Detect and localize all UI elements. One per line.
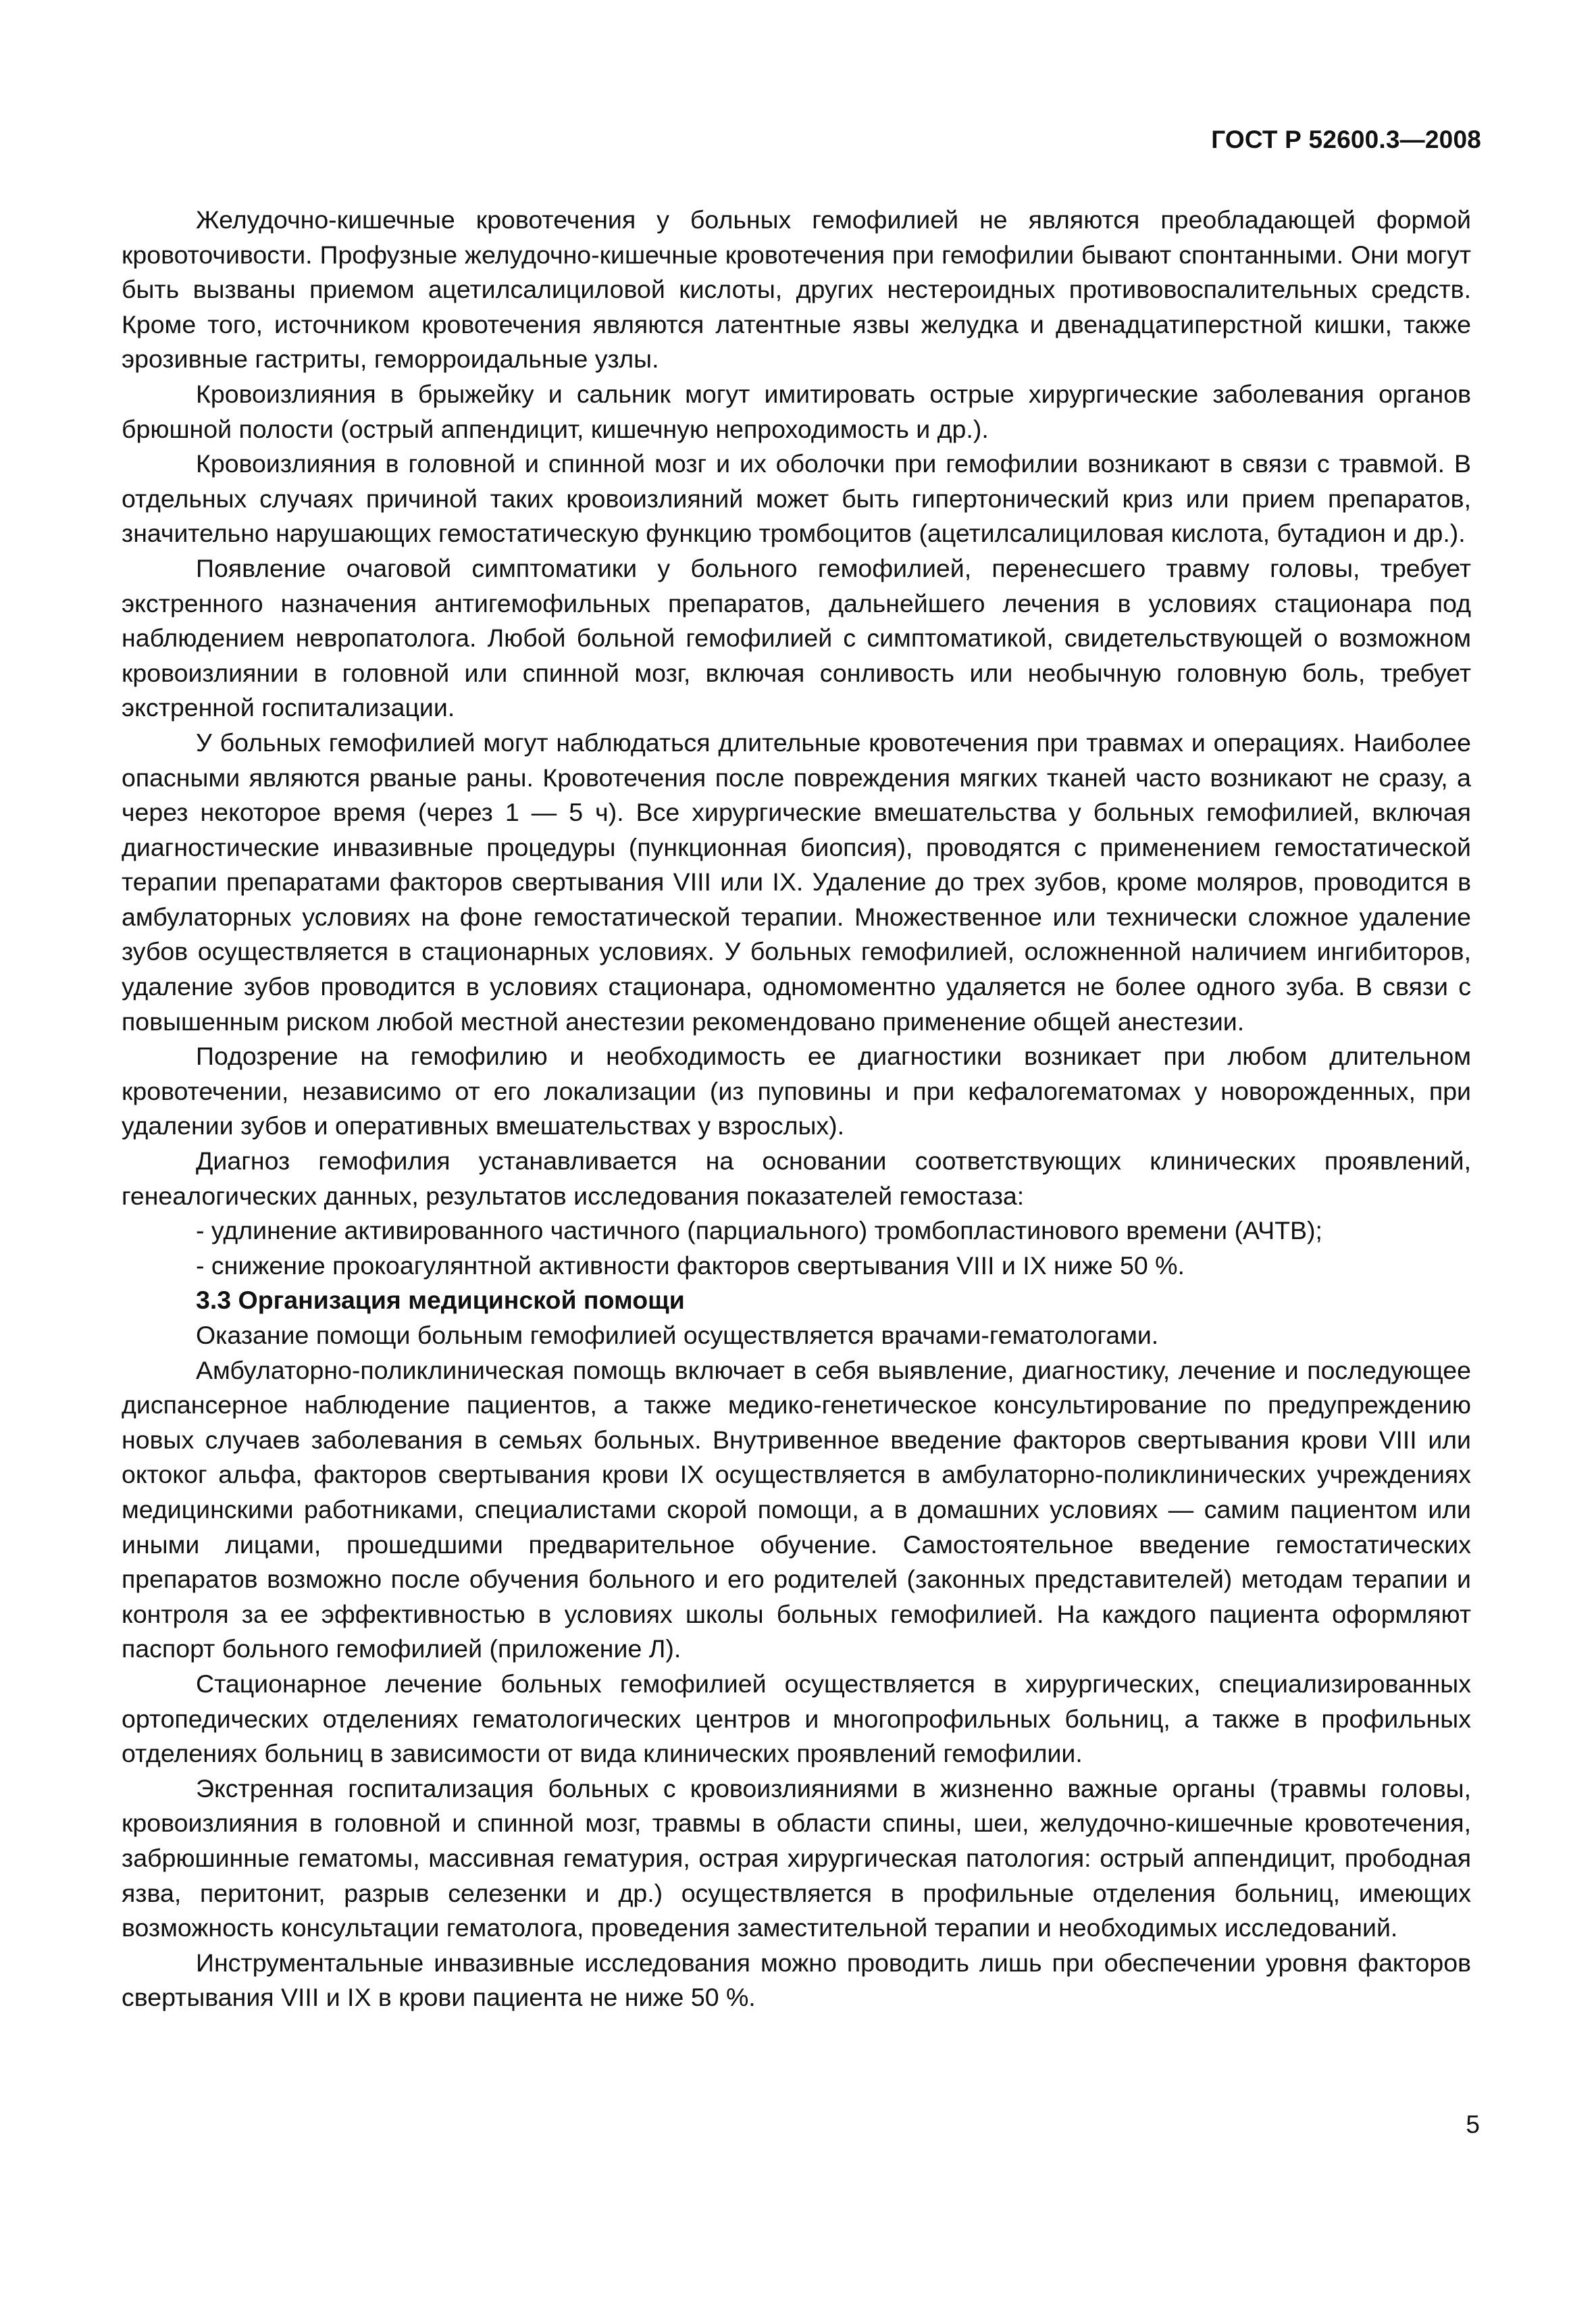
paragraph-inpatient-care: Стационарное лечение больных гемофилией осуществляется в хирургических, специализированных ортопедических отделениях гематологических центров и многопрофильных больниц, а также в профильных отделениях больниц в зависимости от вида клинических проявлений гемофилии.	[122, 1669, 1471, 1768]
paragraph-outpatient-care: Амбулаторно-поликлиническая помощь включает в себя выявление, диагностику, лечение и последующее диспансерное наблюдение пациентов, а также медико-генетическое консультирование по предупреждению новых случаев заболевания в семьях больных. Внутривенное введение факторов свертывания крови VIII или октоког альфа, факторов свертывания крови IX осуществляется в амбулаторно-поликлинических учреждениях медицинскими работниками, специалистами скорой помощи, а в домашних условиях — самим пациентом или иными лицами, прошедшими предварительное обучение. Самостоятельное введение гемостатических препаратов возможно после обучения больного и его родителей (законных представителей) методам терапии и контроля за ее эффективностью в условиях школы больных гемофилией. На каждого пациента оформляют паспорт больного гемофилией (приложение Л).	[122, 1355, 1471, 1663]
paragraph-diagnosis: Диагноз гемофилия устанавливается на основании соответствующих клинических проявлений, генеалогических данных, результатов исследования показателей гемостаза:	[122, 1147, 1471, 1210]
section-heading: 3.3 Организация медицинской помощи	[196, 1286, 685, 1315]
paragraph-gi-bleeding: Желудочно-кишечные кровотечения у больных гемофилией не являются преобладающей формой кровоточивости. Профузные желудочно-кишечные кровотечения при гемофилии бывают спонтанными. Они могут быть вызваны приемом ацетилсалициловой кислоты, других нестероидных противовоспалительных средств. Кроме того, источником кровотечения являются латентные язвы желудка и двенадцатиперстной кишки, также эрозивные гастриты, геморроидальные узлы.	[122, 205, 1471, 374]
paragraph-emergency: Экстренная госпитализация больных с кровоизлияниями в жизненно важные органы (травмы головы, кровоизлияния в головной и спинной мозг, травмы в области спины, шеи, желудочно-кишечные кровотечения, забрюшинные гематомы, массивная гематурия, острая хирургическая патология: острый аппендицит, прободная язва, перитонит, разрыв селезенки и др.) осуществляется в профильные отделения больниц, имеющих возможность консультации гематолога, проведения заместительной терапии и необходимых исследований.	[122, 1774, 1471, 1942]
paragraph-invasive-studies: Инструментальные инвазивные исследования можно проводить лишь при обеспечении уровня факторов свертывания VIII и IX в крови пациента не ниже 50 %.	[122, 1948, 1471, 2012]
list-item-factor-activity: - снижение прокоагулянтной активности факторов свертывания VIII и IX ниже 50 %.	[196, 1251, 1185, 1280]
paragraph-brain-hemorrhage: Кровоизлияния в головной и спинной мозг и их оболочки при гемофилии возникают в связи с травмой. В отдельных случаях причиной таких кровоизлияний может быть гипертонический криз или прием препаратов, значительно нарушающих гемостатическую функцию тромбоцитов (ацетилсалициловая кислота, бутадион и др.).	[122, 449, 1471, 548]
list-item-aptt: - удлинение активированного частичного (парциального) тромбопластинового времени (АЧТВ);	[196, 1216, 1322, 1245]
paragraph-suspicion: Подозрение на гемофилию и необходимость ее диагностики возникает при любом длительном кровотечении, независимо от его локализации (из пуповины и при кефалогематомах у новорожденных, при удалении зубов и оперативных вмешательствах у взрослых).	[122, 1042, 1471, 1140]
paragraph-mesentery-hemorrhage: Кровоизлияния в брыжейку и сальник могут имитировать острые хирургические заболевания органов брюшной полости (острый аппендицит, кишечную непроходимость и др.).	[122, 379, 1471, 443]
document-body	[122, 203, 1471, 2015]
paragraph-focal-symptoms: Появление очаговой симптоматики у больного гемофилией, перенесшего травму головы, требует экстренного назначения антигемофильных препаратов, дальнейшего лечения в условиях стационара под наблюдением невропатолога. Любой больной гемофилией с симптоматикой, свидетельствующей о возможном кровоизлиянии в головной или спинной мозг, включая сонливость или необычную головную боль, требует экстренной госпитализации.	[122, 553, 1471, 722]
document-header-id: ГОСТ Р 52600.3—2008	[1211, 126, 1481, 153]
paragraph-hematologists: Оказание помощи больным гемофилией осуществляется врачами-гематологами.	[196, 1321, 1159, 1349]
page-number: 5	[1466, 2111, 1480, 2138]
paragraph-trauma-surgery: У больных гемофилией могут наблюдаться длительные кровотечения при травмах и операциях. Наиболее опасными являются рваные раны. Кровотечения после повреждения мягких тканей часто возникают не сразу, а через некоторое время (через 1 — 5 ч). Все хирургические вмешательства у больных гемофилией, включая диагностические инвазивные процедуры (пункционная биопсия), проводятся с применением гемостатической терапии препаратами факторов свертывания VIII или IX. Удаление до трех зубов, кроме моляров, проводится в амбулаторных условиях на фоне гемостатической терапии. Множественное или технически сложное удаление зубов осуществляется в стационарных условиях. У больных гемофилией, осложненной наличием ингибиторов, удаление зубов проводится в условиях стационара, одномоментно удаляется не более одного зуба. В связи с повышенным риском любой местной анестезии рекомендовано применение общей анестезии.	[122, 728, 1471, 1036]
